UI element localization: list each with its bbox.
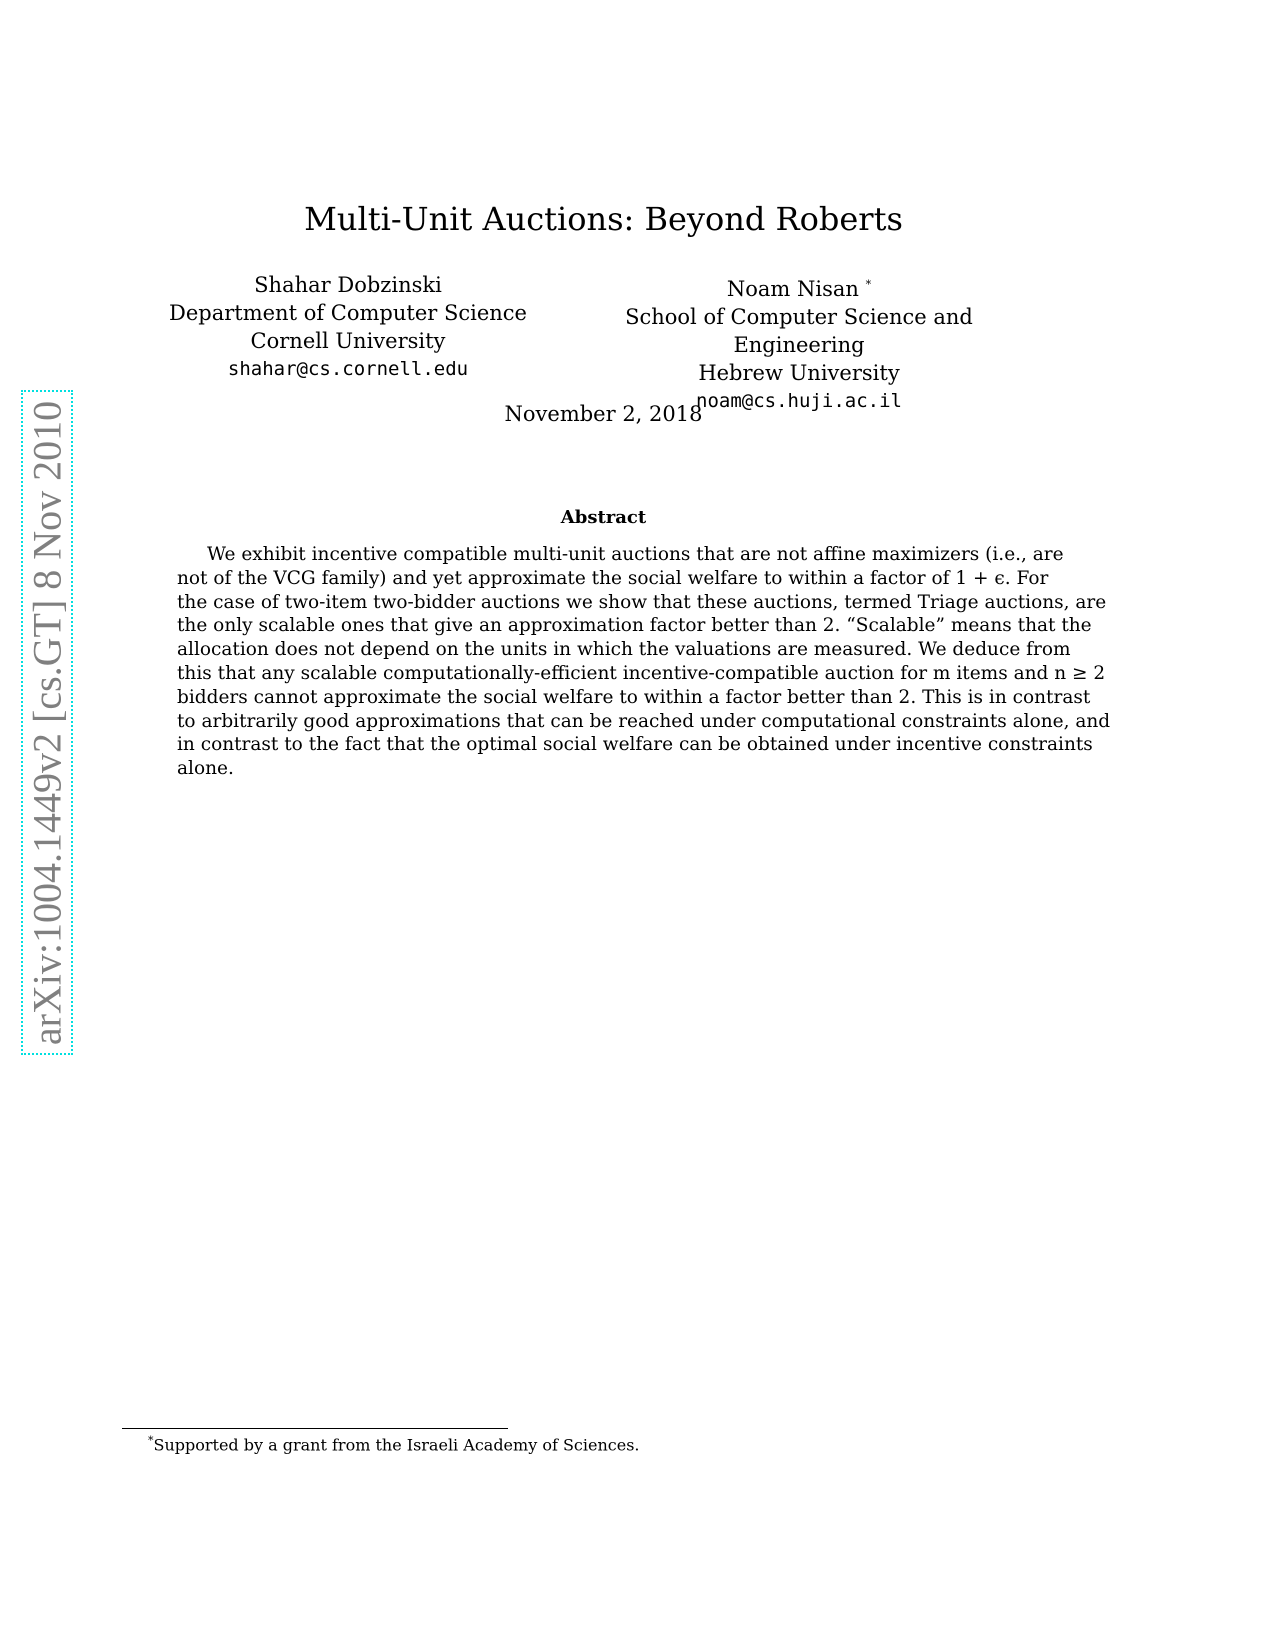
- author-dept: Department of Computer Science: [169, 301, 527, 325]
- author-dept: School of Computer Science and Engineering: [625, 305, 973, 357]
- abstract-line: to arbitrarily good approximations that can be reached under computational constraints alone, and: [177, 710, 1111, 732]
- abstract-line: bidders cannot approximate the social welfare to within a factor better than 2. This is in contrast: [177, 686, 1091, 708]
- abstract-line: alone.: [177, 758, 234, 780]
- abstract-line: in contrast to the fact that the optimal social welfare can be obtained under incentive constraints: [177, 734, 1093, 756]
- footnote-rule: [122, 1428, 508, 1429]
- author-email[interactable]: noam@cs.huji.ac.il: [696, 390, 902, 412]
- abstract-line: not of the VCG family) and yet approximate the social welfare to within a factor of 1 + ϵ. For: [177, 567, 1049, 589]
- abstract-line: this that any scalable computationally-efficient incentive-compatible auction for m items and n ≥ 2: [177, 662, 1106, 684]
- paper-title: Multi-Unit Auctions: Beyond Roberts: [304, 200, 903, 238]
- footnote-text: Supported by a grant from the Israeli Academy of Sciences.: [153, 1435, 640, 1455]
- arxiv-id[interactable]: arXiv:1004.1449v2 [cs.GT] 8 Nov 2010: [24, 400, 70, 1045]
- abstract-body: [177, 543, 1111, 781]
- footnote-mark: *: [148, 1434, 154, 1447]
- abstract-line: allocation does not depend on the units in which the valuations are measured. We deduce from: [177, 639, 1071, 661]
- abstract-line: We exhibit incentive compatible multi-unit auctions that are not affine maximizers (i.e., are: [207, 544, 1064, 565]
- abstract-line: the case of two-item two-bidder auctions we show that these auctions, termed Triage auctions, are: [177, 591, 1107, 613]
- author-block-2: [560, 271, 1038, 415]
- author-univ: Cornell University: [250, 329, 446, 353]
- footnote: [148, 1434, 640, 1454]
- author-block-1: [150, 271, 546, 383]
- author-name: Noam Nisan: [726, 277, 859, 301]
- author-email[interactable]: shahar@cs.cornell.edu: [227, 358, 469, 380]
- author-name: Shahar Dobzinski: [254, 273, 442, 297]
- abstract-heading: Abstract: [560, 507, 647, 528]
- arxiv-stamp: [21, 390, 73, 1055]
- abstract-line: the only scalable ones that give an approximation factor better than 2. “Scalable” means that the: [177, 615, 1092, 637]
- author-univ: Hebrew University: [698, 361, 900, 385]
- footnote-mark: *: [865, 278, 872, 291]
- paper-date: November 2, 2018: [504, 402, 703, 426]
